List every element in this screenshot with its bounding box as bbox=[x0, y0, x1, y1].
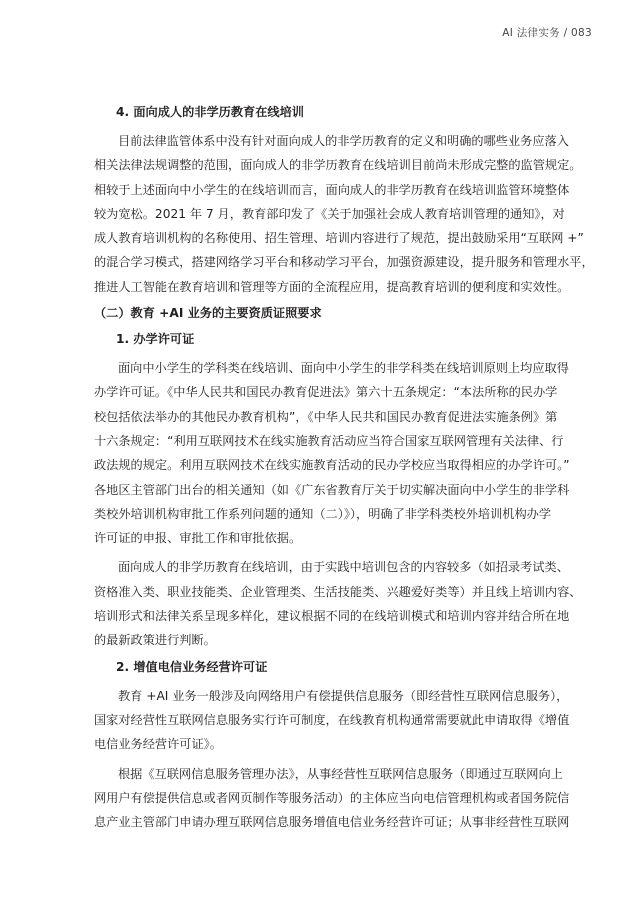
paragraph-line: 相关法律法规调整的范围，面向成人的非学历教育在线培训目前尚未形成完整的监管规定。 bbox=[94, 158, 582, 173]
paragraph-line: 政法规的规定。利用互联网技术在线实施教育活动的民办学校应当取得相应的办学许可。” bbox=[94, 458, 570, 473]
paragraph bbox=[94, 129, 592, 299]
paragraph-line: 许可证的申报、审批工作和审批依据。 bbox=[94, 531, 302, 546]
paragraph-line: 推进人工智能在教育培训和管理等方面的全流程应用，提高教育培训的便利度和实效性。 bbox=[94, 279, 570, 294]
paragraph-line: 的最新政策进行判断。 bbox=[94, 633, 216, 648]
paragraph-line: 较为宽松。2021 年 7 月，教育部印发了《关于加强社会成人教育培训管理的通知》，对 bbox=[94, 206, 565, 221]
subsection-heading: 2. 增值电信业务经营许可证 bbox=[116, 659, 268, 674]
paragraph-line: 息产业主管部门申请办理互联网信息服务增值电信业务经营许可证；从事非经营性互联网 bbox=[94, 815, 570, 830]
paragraph-line: 培训形式和法律关系呈现多样化，建议根据不同的在线培训模式和培训内容并结合所在地 bbox=[94, 609, 570, 624]
paragraph bbox=[94, 762, 592, 835]
paragraph-line: 类校外培训机构审批工作系列问题的通知（二）》），明确了非学科类校外培训机构办学 bbox=[94, 506, 552, 521]
subsection-heading: 1. 办学许可证 bbox=[116, 332, 195, 347]
paragraph-line: 十六条规定：“利用互联网技术在线实施教育活动应当符合国家互联网管理有关法律、行 bbox=[94, 433, 564, 448]
paragraph bbox=[94, 555, 592, 652]
paragraph-line: 面向成人的非学历教育在线培训，由于实践中培训包含的内容较多（如招录考试类、 bbox=[118, 560, 569, 575]
subsection-heading: 4. 面向成人的非学历教育在线培训 bbox=[116, 105, 304, 119]
paragraph-line: 相较于上述面向中小学生的在线培训而言，面向成人的非学历教育在线培训监管环境整体 bbox=[94, 182, 570, 197]
paragraph-line: 国家对经营性互联网信息服务实行许可制度，在线教育机构通常需要就此申请取得《增值 bbox=[94, 712, 570, 727]
paragraph-line: 目前法律监管体系中没有针对面向成人的非学历教育的定义和明确的哪些业务应落入 bbox=[118, 134, 569, 148]
paragraph-line: 根据《互联网信息服务管理办法》，从事经营性互联网信息服务（即通过互联网向上 bbox=[118, 766, 563, 781]
page-body bbox=[94, 103, 592, 839]
running-header: AI 法律实务 / 083 bbox=[502, 27, 592, 39]
paragraph-line: 办学许可证。《中华人民共和国民办教育促进法》第六十五条规定：“本法所称的民办学 bbox=[94, 385, 558, 400]
paragraph-line: 资格准入类、职业技能类、企业管理类、生活技能类、兴趣爱好类等）并且线上培训内容、 bbox=[94, 584, 582, 599]
paragraph-line: 电信业务经营许可证》。 bbox=[94, 737, 222, 752]
paragraph-line: 的混合学习模式，搭建网络学习平台和移动学习平台，加强资源建设，提升服务和管理水平， bbox=[94, 255, 594, 270]
paragraph-line: 教育 +AI 业务一般涉及向网络用户有偿提供信息服务（即经营性互联网信息服务）， bbox=[118, 688, 569, 703]
paragraph bbox=[94, 684, 592, 757]
paragraph-line: 面向中小学生的学科类在线培训、面向中小学生的非学科类在线培训原则上均应取得 bbox=[118, 361, 569, 376]
paragraph-line: 各地区主管部门出台的相关通知（如《广东省教育厅关于切实解决面向中小学生的非学科 bbox=[94, 482, 570, 497]
paragraph-line: 网用户有偿提供信息或者网页制作等服务活动）的主体应当向电信管理机构或者国务院信 bbox=[94, 790, 570, 805]
paragraph bbox=[94, 356, 592, 550]
paragraph-line: 校包括依法举办的其他民办教育机构”，《中华人民共和国民办教育促进法实施条例》第 bbox=[94, 409, 558, 424]
paragraph-line: 成人教育培训机构的名称使用、招生管理、培训内容进行了规范，提出鼓励采用“互联网 +” bbox=[94, 231, 584, 246]
section-heading: （二）教育 +AI 业务的主要资质证照要求 bbox=[94, 306, 322, 321]
